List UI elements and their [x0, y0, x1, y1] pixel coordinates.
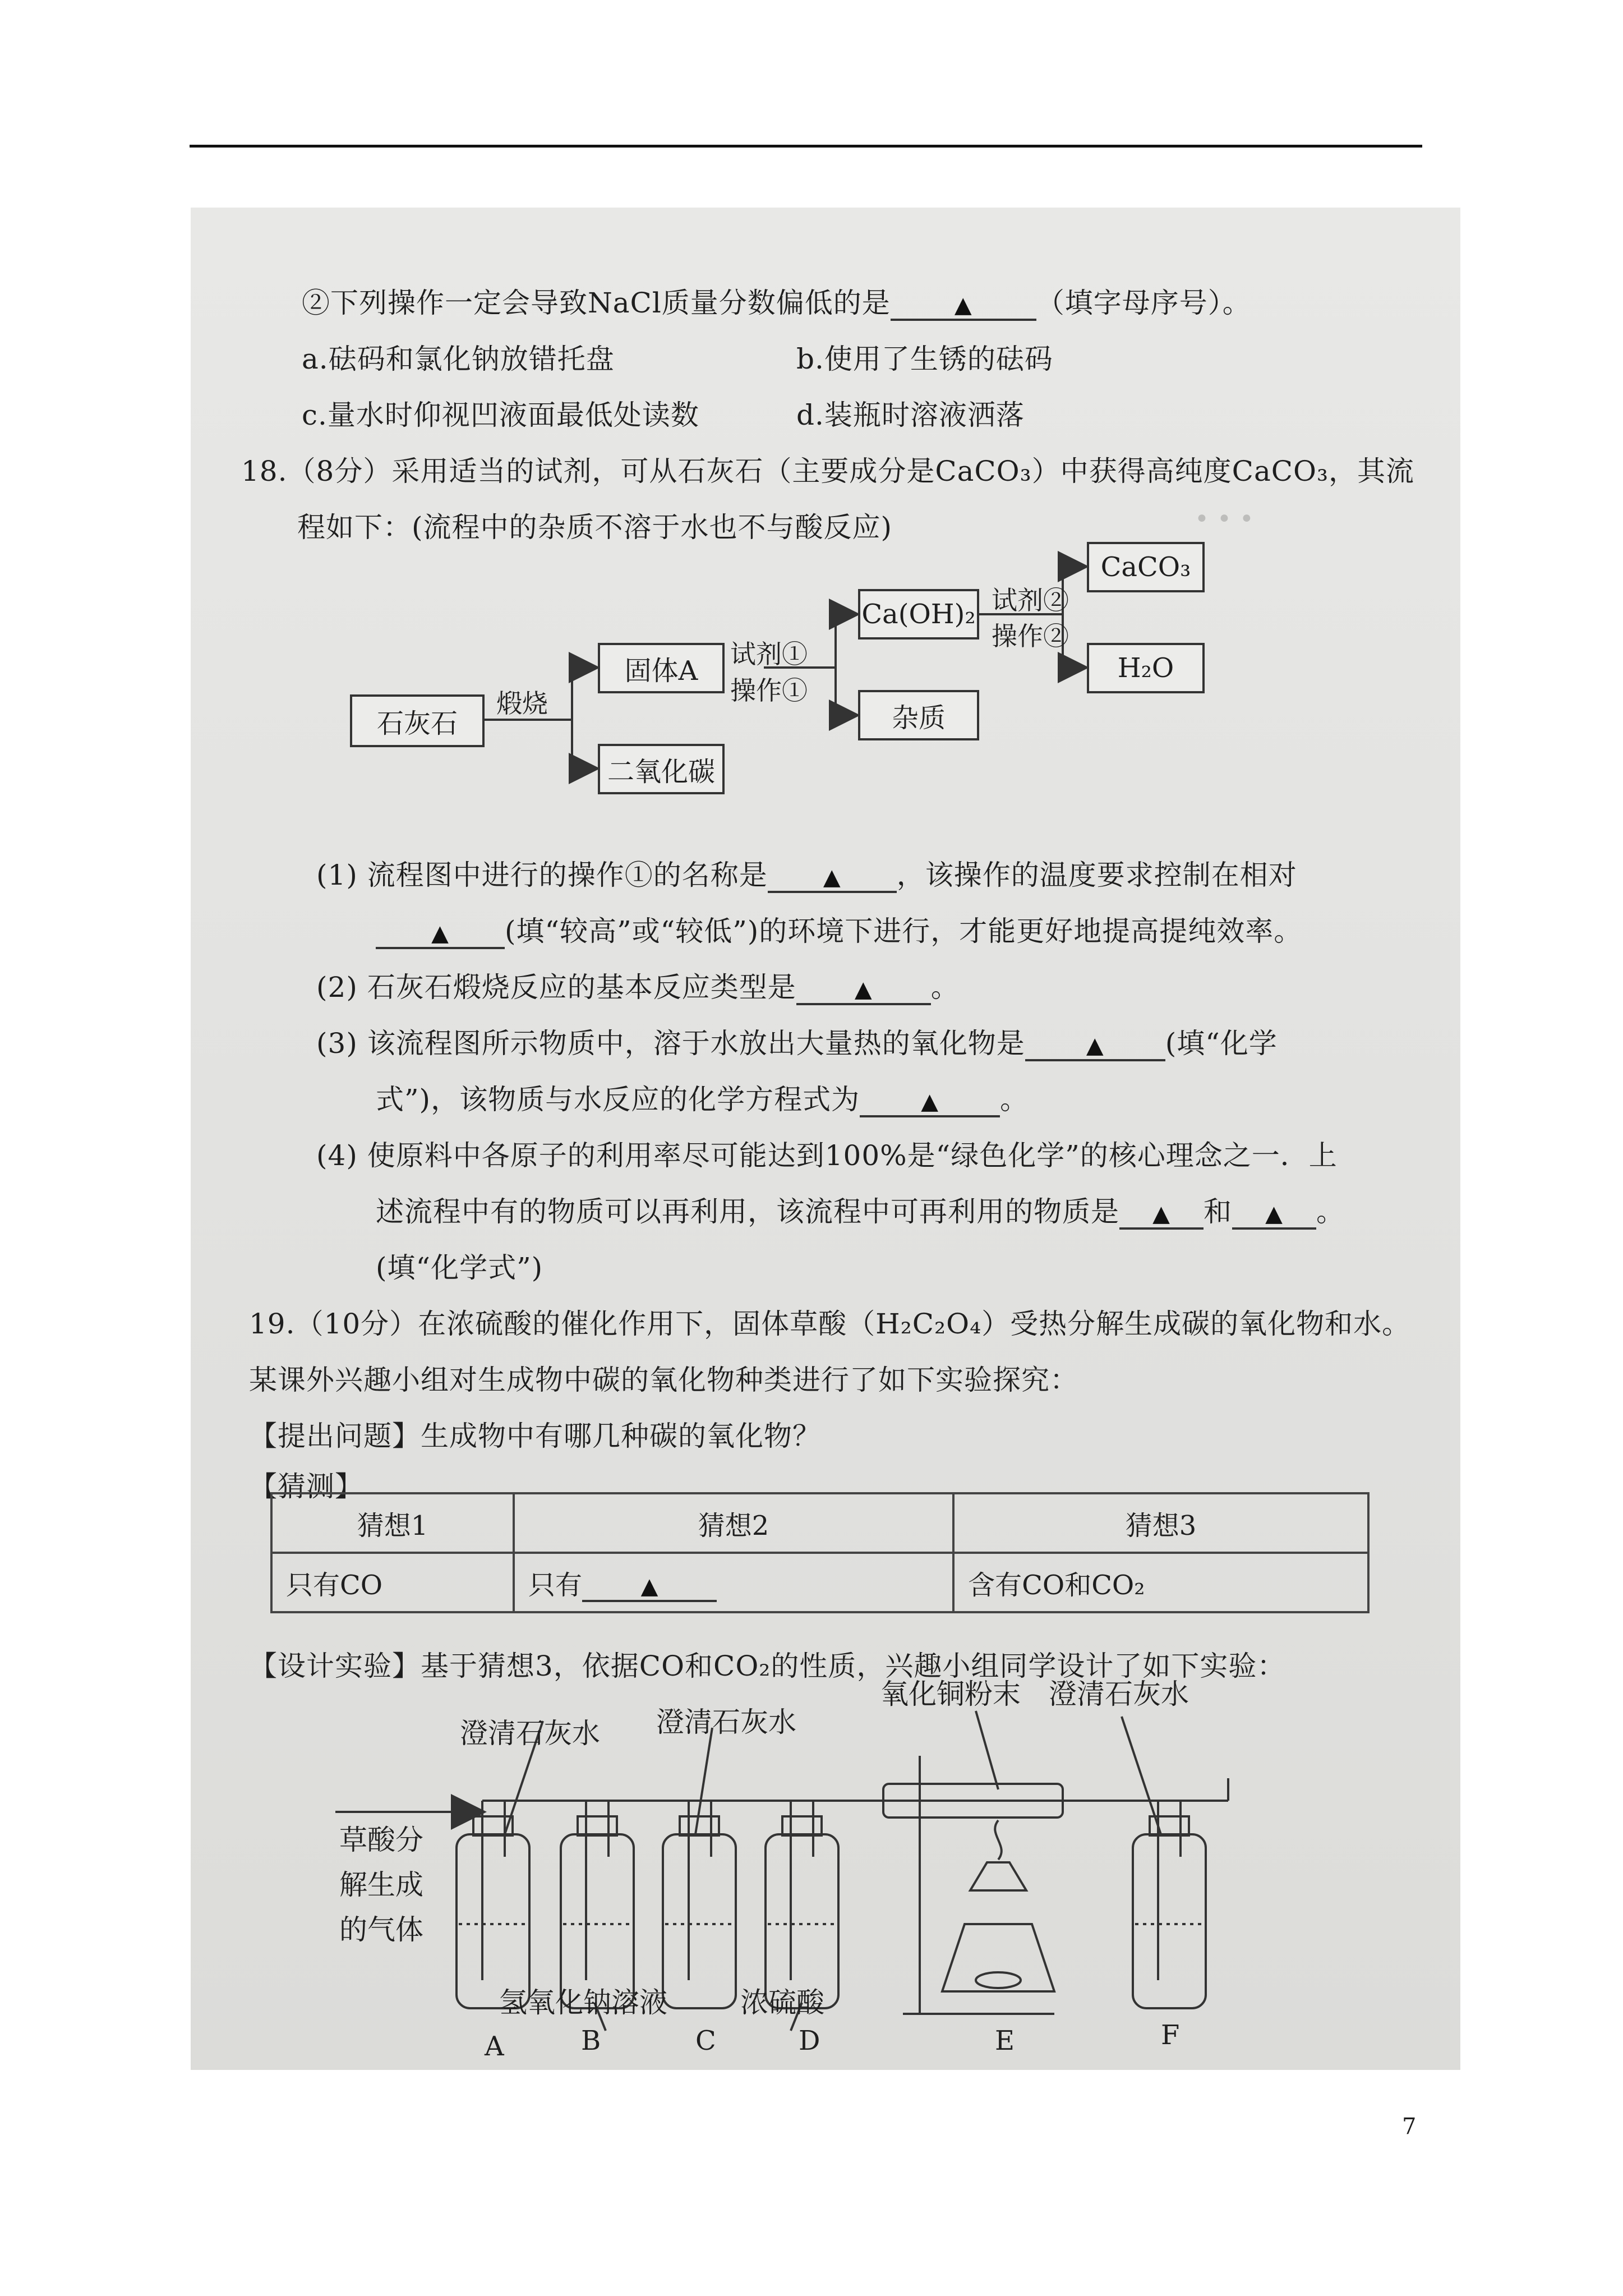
label-gas-line3: 的气体	[339, 1913, 423, 1946]
bottle-f	[1133, 1778, 1228, 2008]
blank-marker-icon: ▲	[954, 292, 972, 318]
label-gas-line1: 草酸分	[339, 1824, 423, 1856]
q18-p2-blank[interactable]	[796, 972, 931, 1005]
bleed-through-mark: • • •	[1195, 505, 1254, 533]
q18-p1-blank-temperature[interactable]	[376, 916, 505, 949]
label-reagent2: 试剂②	[992, 585, 1069, 615]
guess-1-header: 猜想1	[271, 1493, 514, 1553]
q17-option-c: c.量水时仰视凹液面最低处读数	[302, 399, 699, 431]
q18-p3-text-d: 。	[1000, 1083, 1029, 1116]
leader-limewater-right	[1122, 1717, 1161, 1834]
label-gas-line2: 解生成	[339, 1869, 423, 1901]
label-limewater-mid: 澄清石灰水	[656, 1706, 796, 1738]
box-co2: 二氧化碳	[598, 744, 725, 794]
label-operation2: 操作②	[992, 621, 1069, 651]
guess-table-row	[271, 1553, 1368, 1612]
q17-stem: ②下列操作一定会导致NaCl质量分数偏低的是	[302, 287, 891, 319]
bottle-a	[457, 1801, 529, 2008]
q18-p3-blank-oxide[interactable]	[1025, 1028, 1165, 1061]
label-h2so4: 浓硫酸	[740, 1986, 824, 2019]
letter-d: D	[799, 2025, 820, 2056]
q18-p4-text-b: 述流程中有的物质可以再利用，该流程中可再利用的物质是	[376, 1195, 1119, 1228]
blank-marker-icon: ▲	[1152, 1201, 1170, 1227]
q17-option-d: d.装瓶时溶液洒落	[796, 399, 1025, 431]
q17-option-a: a.砝码和氯化钠放错托盘	[302, 343, 615, 375]
box-caco3: CaCO₃	[1087, 542, 1205, 592]
letter-e: E	[995, 2025, 1015, 2056]
guess-2-blank[interactable]	[582, 1570, 717, 1602]
box-h2o: H₂O	[1087, 643, 1205, 693]
blank-marker-icon: ▲	[431, 921, 449, 946]
q18-intro-2: 程如下：(流程中的杂质不溶于水也不与酸反应)	[297, 511, 893, 544]
q18-p4-line1: (4) 使原料中各原子的利用率尽可能达到100%是“绿色化学”的核心理念之一．上	[316, 1139, 1338, 1172]
letter-c: C	[695, 2025, 716, 2056]
box-limestone: 石灰石	[350, 694, 485, 747]
q19-guess-heading: 【猜测】	[249, 1470, 363, 1503]
q18-p4-blank-1[interactable]	[1119, 1197, 1204, 1230]
page-number: 7	[1402, 2114, 1417, 2139]
letter-b: B	[581, 2025, 601, 2056]
q18-p1-line2	[376, 909, 1302, 949]
q18-p3-text-b: (填“化学	[1165, 1027, 1278, 1060]
q18-p4-and: 和	[1204, 1195, 1232, 1228]
q18-p3-text-a: (3) 该流程图所示物质中，溶于水放出大量热的氧化物是	[316, 1027, 1025, 1060]
guess-1-cell: 只有CO	[271, 1553, 514, 1612]
blank-marker-icon: ▲	[921, 1089, 939, 1115]
q19-intro-2: 某课外兴趣小组对生成物中碳的氧化物种类进行了如下实验探究：	[249, 1364, 1078, 1396]
guess-table	[270, 1492, 1370, 1613]
q18-p3-blank-equation[interactable]	[860, 1084, 1000, 1117]
guess-2-header: 猜想2	[514, 1493, 953, 1553]
q19-question: 【提出问题】生成物中有哪几种碳的氧化物？	[249, 1420, 821, 1452]
box-solid-a: 固体A	[598, 643, 725, 693]
q18-p3-line2	[376, 1077, 1029, 1117]
leader-limewater-mid	[695, 1728, 712, 1834]
q18-p1-text-b: ，该操作的温度要求控制在相对	[896, 859, 1297, 891]
guess-2-text: 只有	[528, 1569, 582, 1601]
q18-p3-text-c: 式”)，该物质与水反应的化学方程式为	[376, 1083, 860, 1116]
blank-marker-icon: ▲	[640, 1573, 658, 1599]
label-naoh: 氢氧化钠溶液	[499, 1986, 667, 2019]
q19-intro-1: 19.（10分）在浓硫酸的催化作用下，固体草酸（H₂C₂O₄）受热分解生成碳的氧化物和水。	[249, 1308, 1411, 1340]
label-limewater-left: 澄清石灰水	[460, 1717, 600, 1750]
leader-cuo	[976, 1711, 998, 1789]
q18-p4-end: 。	[1316, 1195, 1345, 1228]
scanned-photo	[191, 208, 1460, 2070]
guess-2-cell	[514, 1553, 953, 1612]
q18-p3-line1	[316, 1021, 1278, 1061]
label-reagent1: 试剂①	[730, 639, 808, 669]
header-rule	[190, 145, 1422, 148]
label-operation1: 操作①	[730, 675, 808, 706]
bottle-c	[663, 1801, 736, 2008]
blank-marker-icon: ▲	[854, 977, 873, 1002]
q18-p4-line3: (填“化学式”)	[376, 1251, 543, 1284]
blank-marker-icon: ▲	[823, 864, 841, 890]
q18-p2-text-a: (2) 石灰石煅烧反应的基本反应类型是	[316, 971, 796, 1004]
q17-option-b: b.使用了生锈的砝码	[796, 343, 1053, 375]
q18-p1-text-a: (1) 流程图中进行的操作①的名称是	[316, 859, 768, 891]
guess-3-cell: 含有CO和CO₂	[953, 1553, 1368, 1612]
box-impurity: 杂质	[858, 690, 979, 740]
bottle-b	[561, 1801, 634, 2008]
q18-p4-blank-2[interactable]	[1232, 1197, 1316, 1230]
q18-p2-text-b: 。	[930, 971, 960, 1004]
q18-p1-blank-operation[interactable]	[768, 860, 897, 893]
blank-marker-icon: ▲	[1265, 1201, 1283, 1227]
q19-design: 【设计实验】基于猜想3，依据CO和CO₂的性质，兴趣小组同学设计了如下实验：	[249, 1650, 1286, 1682]
letter-a: A	[485, 2031, 504, 2062]
box-caoh2: Ca(OH)₂	[858, 589, 979, 639]
bottle-d	[766, 1801, 838, 2008]
letter-f: F	[1161, 2019, 1180, 2051]
q18-p1-text-c: (填“较高”或“较低”)的环境下进行，才能更好地提高提纯效率。	[505, 915, 1303, 947]
q18-p2-line	[316, 965, 960, 1005]
guess-3-header: 猜想3	[953, 1493, 1368, 1553]
guess-table-header-row	[271, 1493, 1368, 1553]
label-cuo: 氧化铜粉末	[880, 1678, 1021, 1710]
q17-stem-tail: （填字母序号）。	[1036, 287, 1251, 319]
label-calcine: 煅烧	[496, 688, 548, 719]
apparatus-e	[883, 1756, 1063, 2014]
label-limewater-right: 澄清石灰水	[1049, 1678, 1189, 1710]
q18-intro-1: 18.（8分）采用适当的试剂，可从石灰石（主要成分是CaCO₃）中获得高纯度CaCO₃，其流	[241, 455, 1415, 487]
blank-marker-icon: ▲	[1086, 1033, 1104, 1059]
q18-p1-line1	[316, 853, 1297, 893]
q18-p4-line2	[376, 1189, 1345, 1230]
